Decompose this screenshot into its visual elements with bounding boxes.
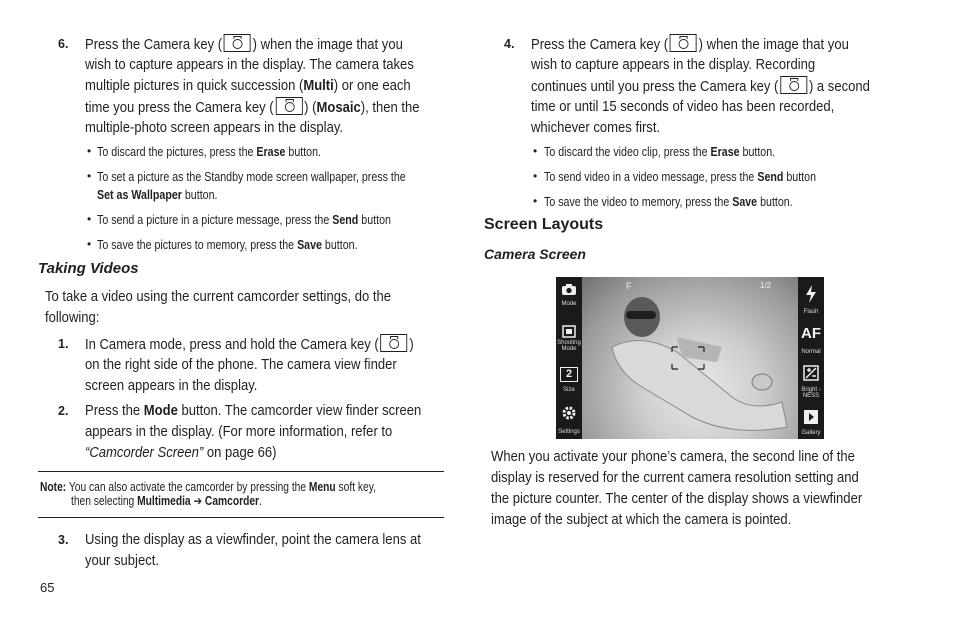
bullet-icon: • [533, 194, 538, 208]
step-2-line-3: “Camcorder Screen” on page 66) [85, 445, 277, 461]
step-2-line-2: appears in the display. (For more information, refer to [85, 424, 393, 440]
bullet-send-video: To send video in a video message, press the Send button [544, 169, 817, 184]
mode-label: Mode [561, 301, 577, 307]
camera-screen-heading: Camera Screen [484, 246, 586, 262]
bullet-icon: • [533, 144, 538, 158]
bullet-send-picture: To send a picture in a picture message, press the Send button [97, 212, 391, 227]
gallery-icon[interactable] [798, 409, 824, 428]
camera-key-icon [224, 34, 251, 52]
step-1-number: 1. [58, 337, 69, 351]
page-number: 65 [40, 580, 55, 595]
picture-counter: 1/2 [760, 281, 772, 290]
step-2-number: 2. [58, 404, 69, 418]
right-toolbar [798, 277, 824, 439]
step-6-number: 6. [58, 37, 69, 51]
flash-label: Flash [803, 309, 819, 315]
bullet-icon: • [87, 237, 92, 251]
bullet-save-pictures: To save the pictures to memory, press the Save button. [97, 237, 358, 252]
bullet-icon: • [87, 144, 92, 158]
screen-layouts-heading: Screen Layouts [484, 216, 604, 233]
step-6-line-2: wish to capture appears in the display. The camera takes [85, 57, 414, 73]
step-4-line-3: continues until you press the Camera key ( ) a second [531, 76, 870, 98]
description-line-4: image of the subject at which the camera is pointed. [491, 512, 792, 528]
step-3-line-2: your subject. [85, 553, 159, 569]
flash-indicator: F [626, 281, 632, 291]
flash-icon[interactable] [798, 285, 824, 306]
step-6-line-3: multiple pictures in quick succession (Multi) or one each [85, 78, 411, 94]
intro-line-1: To take a video using the current camcorder settings, do the [45, 289, 392, 305]
step-4-number: 4. [504, 37, 515, 51]
shooting-mode-icon[interactable] [556, 325, 582, 341]
autofocus-icon[interactable]: AF [801, 325, 821, 342]
camera-screen-image [556, 277, 824, 439]
step-4-line-1: Press the Camera key ( ) when the image that you [531, 34, 849, 56]
step-2-line-1: Press the Mode button. The camcorder view finder screen [85, 403, 422, 419]
bullet-icon: • [87, 169, 92, 183]
brightness-icon[interactable] [798, 365, 824, 384]
step-4-line-4: time or until 15 seconds of video has been recorded, [531, 99, 835, 115]
note-line-1: Note: You can also activate the camcorder by pressing the Menu soft key, [40, 480, 376, 494]
camera-mode-icon[interactable] [556, 283, 582, 299]
bullet-wallpaper-line-1: To set a picture as the Standby mode screen wallpaper, press the [97, 169, 406, 184]
bullet-wallpaper-line-2: Set as Wallpaper button. [97, 187, 218, 202]
step-1-line-1: In Camera mode, press and hold the Camera key ( ) [85, 334, 414, 356]
camera-key-icon [670, 34, 697, 52]
description-line-3: the picture counter. The center of the display shows a viewfinder [491, 491, 863, 507]
normal-label: Normal [801, 349, 821, 355]
left-toolbar [556, 277, 582, 439]
description-line-2: display is reserved for the current camera resolution setting and [491, 470, 859, 486]
size-label: Size [563, 387, 575, 393]
shooting-mode-label: Shooting Mode [557, 340, 581, 352]
gallery-label: Gallery [801, 430, 821, 436]
step-6-line-1: Press the Camera key ( ) when the image that you [85, 34, 403, 56]
note-top-rule [38, 471, 444, 472]
bullet-icon: • [87, 212, 92, 226]
step-3-line-1: Using the display as a viewfinder, point the camera lens at [85, 532, 421, 548]
viewfinder-photo [582, 277, 798, 439]
size-icon[interactable]: 2 [560, 367, 578, 382]
intro-line-2: following: [45, 310, 100, 326]
note-line-2: then selecting Multimedia ➔ Camcorder. [71, 494, 262, 508]
camera-key-icon [381, 334, 408, 352]
bullet-erase-video: To discard the video clip, press the Erase button. [544, 144, 776, 159]
bullet-icon: • [533, 169, 538, 183]
bullet-save-video: To save the video to memory, press the Save button. [544, 194, 793, 209]
settings-label: Settings [558, 429, 580, 435]
brightness-label: Bright -NESS [801, 387, 821, 399]
bullet-erase-pictures: To discard the pictures, press the Erase button. [97, 144, 322, 159]
description-line-1: When you activate your phone’s camera, the second line of the [491, 449, 855, 465]
step-1-line-3: screen appears in the display. [85, 378, 258, 394]
note-bottom-rule [38, 517, 444, 518]
step-6-line-4: time you press the Camera key ( ) (Mosaic), then the [85, 97, 420, 119]
camera-key-icon [275, 97, 302, 115]
subject-silhouette [582, 277, 798, 439]
step-4-line-5: whichever comes first. [531, 120, 661, 136]
taking-videos-heading: Taking Videos [38, 260, 139, 277]
step-3-number: 3. [58, 533, 69, 547]
gear-icon[interactable] [556, 405, 582, 424]
step-1-line-2: on the right side of the phone. The camera view finder [85, 357, 397, 373]
step-6-line-5: multiple-photo screen appears in the display. [85, 120, 344, 136]
camera-key-icon [780, 76, 807, 94]
step-4-line-2: wish to capture appears in the display. Recording [531, 57, 816, 73]
